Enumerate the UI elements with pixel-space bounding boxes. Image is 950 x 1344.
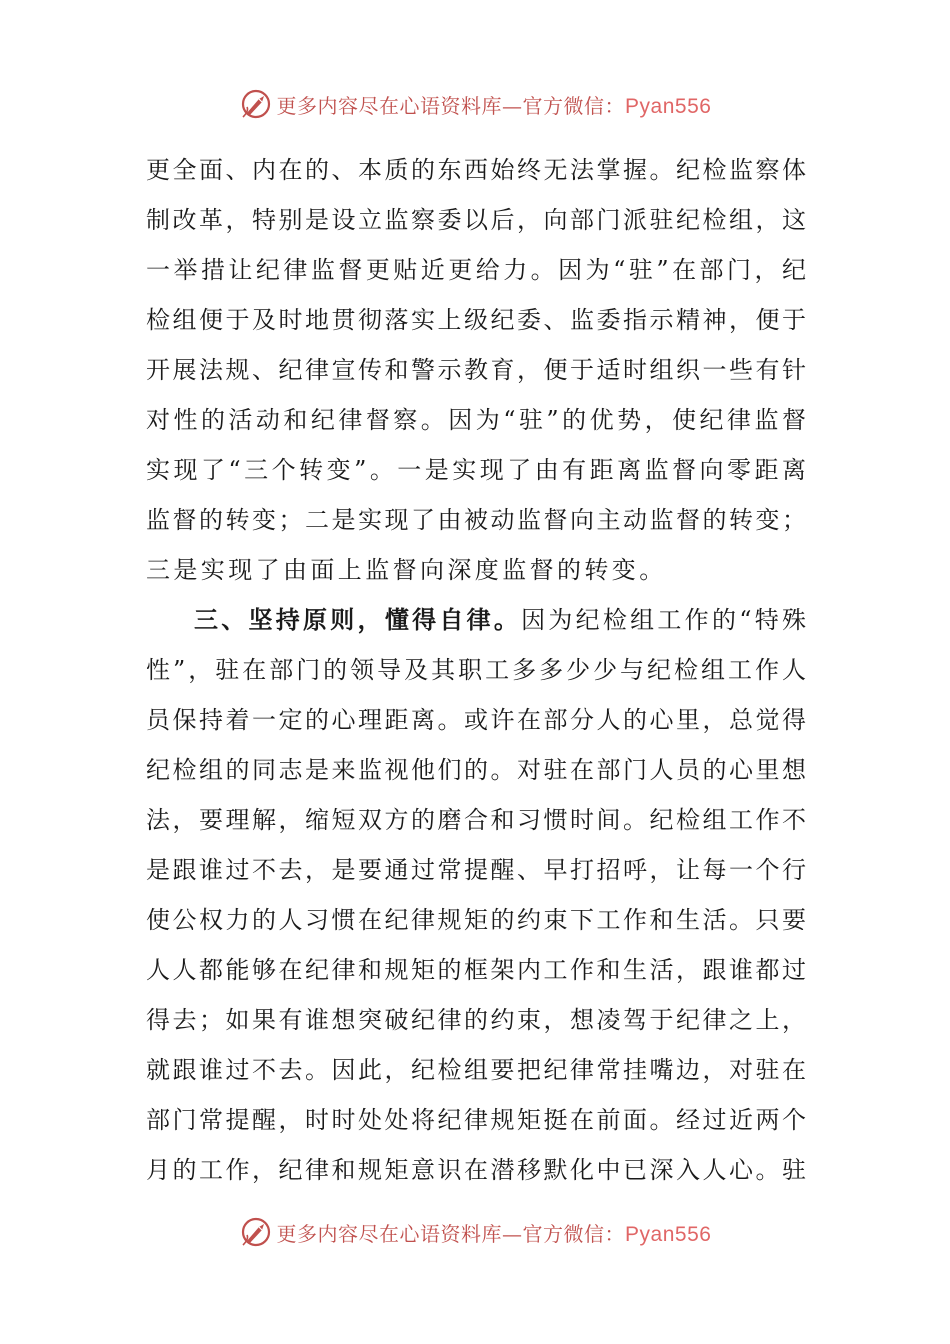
text-line: 得去；如果有谁想突破纪律的约束，想凌驾于纪律之上， <box>146 1006 806 1034</box>
body-text <box>146 145 806 1195</box>
text-line: 法，要理解，缩短双方的磨合和习惯时间。纪检组工作不 <box>146 806 806 834</box>
text-line: 人人都能够在纪律和规矩的框架内工作和生活，跟谁都过 <box>146 956 806 984</box>
paragraph-2 <box>146 595 806 1195</box>
text-line: 开展法规、纪律宣传和警示教育，便于适时组织一些有针 <box>146 356 806 384</box>
text-line: 实现了“三个转变”。一是实现了由有距离监督向零距离 <box>146 456 806 484</box>
text-line: 一举措让纪律监督更贴近更给力。因为“驻”在部门，纪 <box>146 256 806 284</box>
pen-nib-logo-icon <box>239 1215 273 1249</box>
watermark-wechat-id: Pyan556 <box>625 94 712 118</box>
text-line: 就跟谁过不去。因此，纪检组要把纪律常挂嘴边，对驻在 <box>146 1056 806 1084</box>
text-line: 制改革，特别是设立监察委以后，向部门派驻纪检组，这 <box>146 206 806 234</box>
text-line: 监督的转变；二是实现了由被动监督向主动监督的转变； <box>146 506 806 534</box>
paragraph-1 <box>146 145 806 595</box>
text-line: 对性的活动和纪律督察。因为“驻”的优势，使纪律监督 <box>146 406 806 434</box>
text-span: 因为纪检组工作的“特殊 <box>521 606 806 634</box>
text-line: 部门常提醒，时时处处将纪律规矩挺在前面。经过近两个 <box>146 1106 806 1134</box>
text-line: 检组便于及时地贯彻落实上级纪委、监委指示精神，便于 <box>146 306 806 334</box>
text-line-first <box>146 595 806 645</box>
text-line: 更全面、内在的、本质的东西始终无法掌握。纪检监察体 <box>146 156 806 184</box>
text-line: 三是实现了由面上监督向深度监督的转变。 <box>146 556 667 584</box>
watermark-label: 更多内容尽在心语资料库—官方微信： <box>276 93 626 118</box>
watermark-wechat-id: Pyan556 <box>625 1222 712 1246</box>
header-watermark <box>0 84 950 124</box>
text-line: 性”，驻在部门的领导及其职工多多少少与纪检组工作人 <box>146 656 806 684</box>
footer-watermark <box>0 1212 950 1252</box>
text-line: 使公权力的人习惯在纪律规矩的约束下工作和生活。只要 <box>146 906 806 934</box>
text-line: 是跟谁过不去，是要通过常提醒、早打招呼，让每一个行 <box>146 856 806 884</box>
text-line: 员保持着一定的心理距离。或许在部分人的心里，总觉得 <box>146 706 806 734</box>
text-line: 纪检组的同志是来监视他们的。对驻在部门人员的心里想 <box>146 756 806 784</box>
section-heading: 三、坚持原则，懂得自律。 <box>194 606 522 634</box>
watermark-label: 更多内容尽在心语资料库—官方微信： <box>276 1221 626 1246</box>
watermark-text <box>277 90 712 119</box>
pen-nib-logo-icon <box>239 87 273 121</box>
watermark-text <box>277 1218 712 1247</box>
text-line: 月的工作，纪律和规矩意识在潜移默化中已深入人心。驻 <box>146 1156 806 1184</box>
